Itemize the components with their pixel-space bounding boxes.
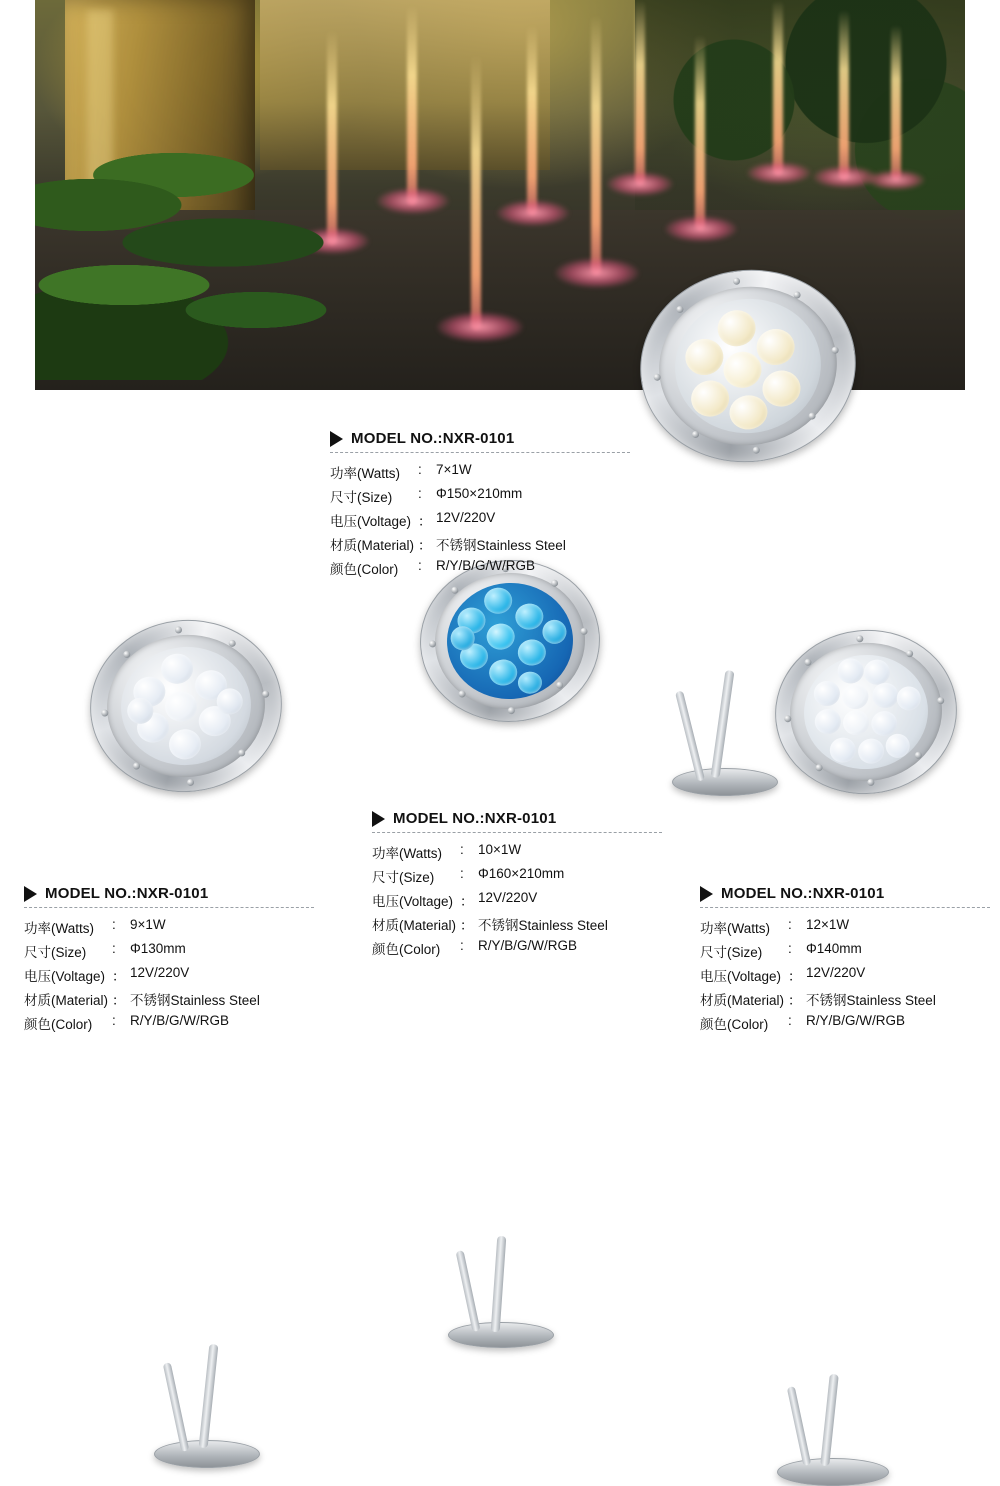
led-emitter — [517, 639, 547, 667]
spec-row-size — [372, 864, 608, 888]
spec-row-material — [372, 912, 608, 936]
spec-colon: ： — [112, 993, 126, 1008]
spec-row-color — [24, 1011, 260, 1035]
led-emitter — [813, 680, 841, 708]
spec-label-material: 材质(Material) — [372, 918, 457, 933]
lamp-yoke-arm — [456, 1250, 481, 1332]
spec-label-material: 材质(Material) — [700, 993, 785, 1008]
spec-value-material: 不锈钢Stainless Steel — [130, 993, 260, 1008]
lamp-head — [767, 621, 965, 803]
spec-value-size: Φ140mm — [806, 941, 862, 956]
light-pool — [555, 258, 639, 288]
spec-row-size — [700, 939, 936, 963]
spec-label-size: 尺寸(Size) — [372, 870, 435, 885]
water-jet — [695, 35, 705, 230]
spec-row-voltage — [330, 508, 566, 532]
led-emitter — [829, 736, 857, 764]
spec-row-voltage — [24, 963, 260, 987]
lamp-screw — [692, 431, 700, 439]
spec-block-nxr-0101-7w — [330, 430, 630, 580]
led-emitter — [836, 657, 864, 685]
light-pool — [437, 312, 523, 342]
light-pool — [665, 216, 737, 242]
light-pool — [867, 170, 925, 190]
water-jet — [591, 15, 601, 275]
lamp-screw — [733, 277, 741, 285]
spec-value-watts: 12×1W — [806, 917, 850, 932]
spec-title-row — [330, 430, 630, 453]
led-spotlight-white-7led — [640, 270, 870, 560]
spec-label-watts: 功率(Watts) — [372, 846, 442, 861]
led-emitter — [488, 659, 518, 687]
light-pool — [377, 188, 449, 214]
lamp-screw — [831, 346, 839, 354]
spec-row-watts — [24, 915, 260, 939]
lamp-head — [415, 554, 606, 728]
spec-label-watts: 功率(Watts) — [700, 921, 770, 936]
spec-label-voltage: 电压(Voltage) — [700, 969, 782, 984]
led-spotlight-white-9led — [62, 600, 282, 890]
light-pool — [607, 172, 673, 196]
triangle-bullet-icon — [700, 886, 713, 902]
lamp-head — [82, 610, 291, 801]
spec-value-size: Φ160×210mm — [478, 866, 565, 881]
spec-colon: ： — [788, 993, 802, 1008]
led-emitter — [517, 671, 542, 695]
spec-label-voltage: 电压(Voltage) — [24, 969, 106, 984]
spec-row-color — [330, 556, 566, 580]
spec-value-size: Φ130mm — [130, 941, 186, 956]
lamp-screw — [187, 779, 195, 787]
lamp-screw — [752, 446, 760, 454]
led-emitter — [683, 337, 726, 378]
lamp-screw — [551, 580, 558, 587]
spec-row-size — [330, 484, 566, 508]
lamp-screw — [793, 291, 801, 299]
spec-colon: : — [112, 1013, 116, 1028]
lamp-yoke-arm — [163, 1362, 190, 1452]
spec-label-voltage: 电压(Voltage) — [330, 514, 412, 529]
spec-block-nxr-0101-9w — [24, 885, 314, 1035]
spec-label-size: 尺寸(Size) — [330, 490, 393, 505]
led-emitter — [486, 623, 516, 651]
spec-row-color — [700, 1011, 936, 1035]
led-emitter — [542, 619, 568, 645]
spec-value-color: R/Y/B/G/W/RGB — [478, 938, 578, 953]
water-jet — [635, 0, 645, 185]
model-number: MODEL NO.:NXR-0101 — [351, 430, 515, 447]
spec-label-watts: 功率(Watts) — [330, 466, 400, 481]
lamp-yoke-arm — [491, 1236, 507, 1332]
lamp-screw — [856, 635, 864, 643]
lamp-yoke-arm — [675, 690, 705, 781]
spec-label-voltage: 电压(Voltage) — [372, 894, 454, 909]
spec-label-size: 尺寸(Size) — [700, 945, 763, 960]
spec-colon: : — [418, 558, 422, 573]
photo-foreground-plant — [35, 130, 355, 380]
lamp-screw — [238, 749, 246, 757]
lamp-screw — [808, 412, 816, 420]
model-number: MODEL NO.:NXR-0101 — [721, 885, 885, 902]
spec-table — [24, 915, 260, 1035]
spec-colon: ： — [788, 969, 802, 984]
led-emitter — [160, 652, 195, 685]
led-emitter — [857, 737, 885, 765]
water-jet — [891, 25, 901, 180]
spec-label-color: 颜色(Color) — [700, 1017, 769, 1032]
lamp-screw — [175, 626, 183, 634]
spec-value-voltage: 12V/220V — [478, 890, 538, 905]
led-emitter — [689, 378, 732, 419]
led-emitter — [754, 327, 797, 368]
lamp-base — [448, 1322, 554, 1348]
led-emitter — [814, 708, 842, 736]
spec-label-color: 颜色(Color) — [24, 1017, 93, 1032]
spec-title-row — [24, 885, 314, 908]
led-emitter — [168, 728, 203, 761]
lamp-screw — [133, 762, 141, 770]
lamp-yoke-arm — [787, 1386, 811, 1466]
lamp-screw — [508, 707, 515, 714]
spec-colon: ： — [460, 894, 474, 909]
spec-label-color: 颜色(Color) — [330, 562, 399, 577]
lamp-yoke-arm — [820, 1374, 839, 1466]
led-emitter — [721, 349, 764, 390]
spec-row-color — [372, 936, 608, 960]
spec-row-material — [700, 987, 936, 1011]
lamp-screw — [580, 628, 587, 635]
led-emitter — [483, 587, 513, 615]
led-emitter — [760, 368, 803, 409]
water-jet — [471, 55, 481, 330]
lamp-screw — [458, 690, 465, 697]
led-emitter — [715, 308, 758, 349]
spec-colon: : — [418, 462, 422, 477]
spec-label-watts: 功率(Watts) — [24, 921, 94, 936]
model-number: MODEL NO.:NXR-0101 — [45, 885, 209, 902]
spec-block-nxr-0101-12w — [700, 885, 990, 1035]
triangle-bullet-icon — [24, 886, 37, 902]
spec-row-voltage — [700, 963, 936, 987]
light-pool — [747, 162, 811, 184]
spec-value-color: R/Y/B/G/W/RGB — [436, 558, 536, 573]
lamp-yoke-arm — [711, 670, 735, 778]
spec-label-material: 材质(Material) — [24, 993, 109, 1008]
spec-row-watts — [330, 460, 566, 484]
led-emitter — [841, 683, 869, 711]
spec-row-material — [330, 532, 566, 556]
water-jet — [773, 0, 783, 175]
spec-row-watts — [372, 840, 608, 864]
water-jet — [839, 10, 849, 180]
lamp-screw — [867, 779, 875, 787]
spec-colon: : — [460, 866, 464, 881]
led-emitter — [871, 682, 899, 710]
spec-colon: ： — [112, 969, 126, 984]
spec-value-color: R/Y/B/G/W/RGB — [130, 1013, 230, 1028]
spec-label-material: 材质(Material) — [330, 538, 415, 553]
lamp-screw — [937, 697, 945, 705]
spec-value-material: 不锈钢Stainless Steel — [806, 993, 936, 1008]
spec-value-material: 不锈钢Stainless Steel — [478, 918, 608, 933]
spec-colon: : — [788, 941, 792, 956]
triangle-bullet-icon — [330, 431, 343, 447]
spec-row-voltage — [372, 888, 608, 912]
spec-value-watts: 9×1W — [130, 917, 166, 932]
spec-colon: ： — [418, 514, 432, 529]
spec-colon: : — [788, 1013, 792, 1028]
lamp-screw — [262, 690, 270, 698]
led-emitter — [896, 685, 922, 711]
spec-colon: : — [418, 486, 422, 501]
spec-colon: : — [460, 842, 464, 857]
spec-colon: ： — [460, 918, 474, 933]
led-emitter — [863, 658, 891, 686]
spec-label-color: 颜色(Color) — [372, 942, 441, 957]
lamp-base — [777, 1458, 889, 1486]
led-spotlight-blue-10led — [420, 560, 620, 810]
lamp-screw — [228, 639, 236, 647]
led-emitter — [842, 709, 870, 737]
water-jet — [527, 25, 537, 215]
spec-label-size: 尺寸(Size) — [24, 945, 87, 960]
spec-value-color: R/Y/B/G/W/RGB — [806, 1013, 906, 1028]
spec-colon: : — [460, 938, 464, 953]
spec-value-watts: 10×1W — [478, 842, 522, 857]
led-spotlight-white-12led — [755, 630, 955, 890]
led-emitter — [514, 603, 544, 631]
spec-title-row — [372, 810, 662, 833]
spec-value-material: 不锈钢Stainless Steel — [436, 538, 566, 553]
spec-colon: : — [788, 917, 792, 932]
model-number: MODEL NO.:NXR-0101 — [393, 810, 557, 827]
spec-value-voltage: 12V/220V — [436, 510, 496, 525]
light-pool — [497, 200, 569, 226]
lamp-screw — [815, 764, 823, 772]
spec-row-size — [24, 939, 260, 963]
spec-value-voltage: 12V/220V — [806, 965, 866, 980]
spec-value-watts: 7×1W — [436, 462, 472, 477]
spec-row-material — [24, 987, 260, 1011]
spec-value-size: Φ150×210mm — [436, 486, 523, 501]
spec-colon: ： — [418, 538, 432, 553]
triangle-bullet-icon — [372, 811, 385, 827]
spec-block-nxr-0101-10w — [372, 810, 662, 960]
led-emitter — [164, 690, 199, 723]
spec-value-voltage: 12V/220V — [130, 965, 190, 980]
lamp-head — [628, 256, 869, 476]
spec-table — [330, 460, 566, 580]
spec-row-watts — [700, 915, 936, 939]
spec-table — [700, 915, 936, 1035]
spec-colon: : — [112, 917, 116, 932]
spec-table — [372, 840, 608, 960]
spec-title-row — [700, 885, 990, 908]
lamp-yoke-arm — [199, 1344, 219, 1448]
water-jet — [407, 5, 417, 205]
led-emitter — [727, 393, 769, 432]
spec-colon: : — [112, 941, 116, 956]
